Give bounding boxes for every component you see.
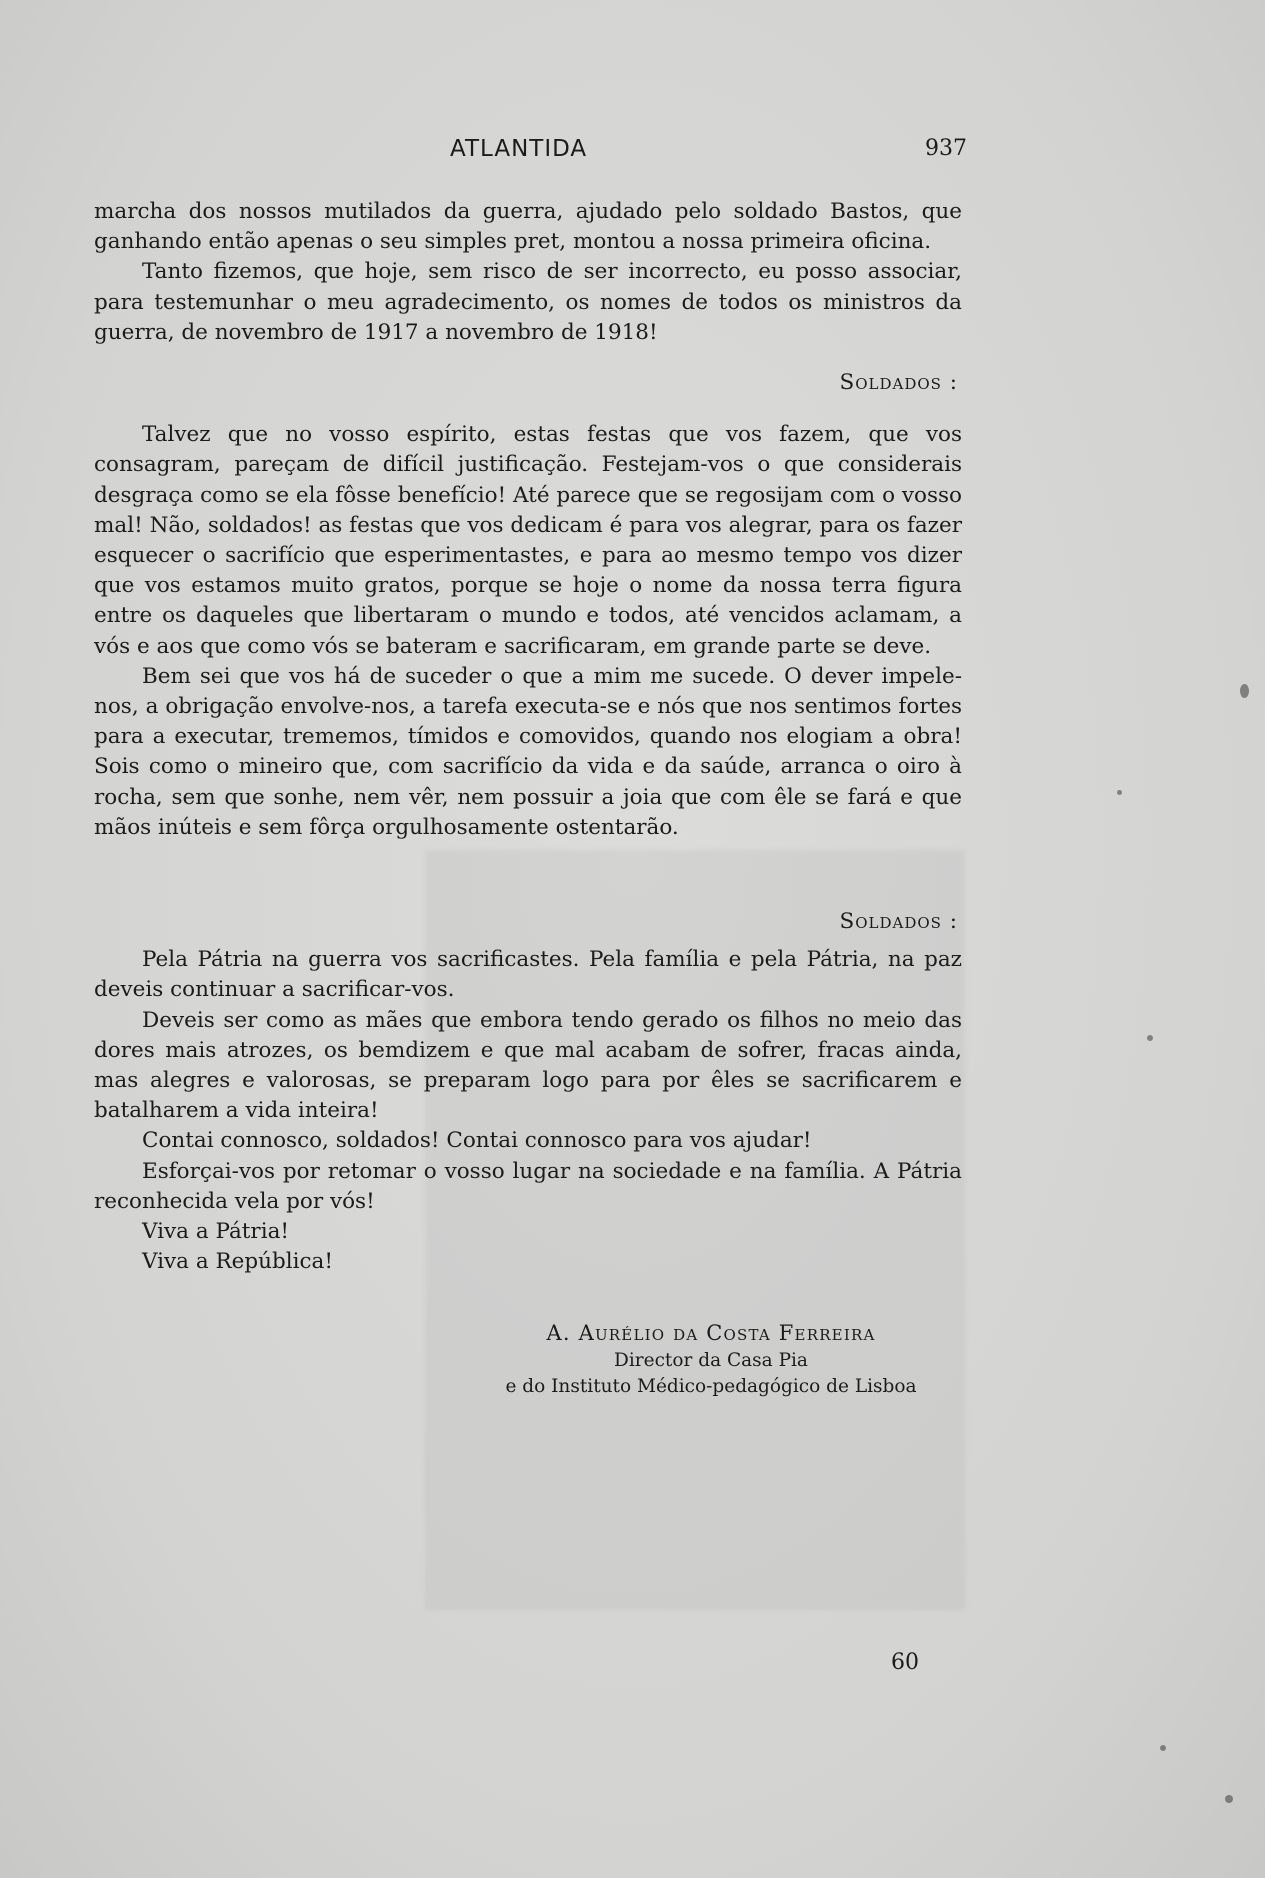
ink-spot: [1225, 1795, 1233, 1803]
running-title: ATLANTIDA: [450, 136, 588, 162]
article-body: [94, 197, 962, 1278]
paragraph-8: Esforçai-vos por retomar o vosso lugar na sociedade e na família. A Pátria reconhecida vela por vós!: [94, 1158, 962, 1214]
ink-spot: [1147, 1035, 1153, 1041]
page-header: [0, 136, 1265, 170]
paragraph-3: Talvez que no vosso espírito, estas festas que vos fazem, que vos consagram, pareçam de difícil justificação. Festejam-vos o que considerais desgraça como se ela fôsse benefício! Até parece que se regosijam com o vosso mal! Não, soldados! as festas que vos dedicam é para vos alegrar, para os fazer esquecer o sacrifício que esperimentastes, e para ao mesmo tempo vos dizer que vos estamos muito gratos, porque se hoje o nome da nossa terra figura entre os daqueles que libertaram o mundo e todos, até vencidos aclamam, a vós e aos que como vós se bateram e sacrificaram, em grande parte se deve.: [94, 422, 962, 659]
signature-name: A. Aurélio da Costa Ferreira: [546, 1321, 876, 1345]
salutation-soldiers-1: Soldados :: [839, 370, 958, 396]
signature-role-1: Director da Casa Pia: [614, 1350, 808, 1371]
page-number: 937: [925, 136, 967, 161]
paragraph-5: Pela Pátria na guerra vos sacrificastes. Pela família e pela Pátria, na paz deveis continuar a sacrificar-vos.: [94, 947, 962, 1003]
paragraph-1: marcha dos nossos mutilados da guerra, ajudado pelo soldado Bastos, que ganhando então apenas o seu simples pret, montou a nossa primeira oficina.: [94, 199, 962, 255]
closing-viva-patria: Viva a Pátria!: [142, 1219, 290, 1245]
paragraph-4: Bem sei que vos há de suceder o que a mim me sucede. O dever impele-nos, a obrigação envolve-nos, a tarefa executa-se e nós que nos sentimos fortes para a executar, trememos, tímidos e comovidos, quando nos elogiam a obra! Sois como o mineiro que, com sacrifício da vida e da saúde, arranca o oiro à rocha, sem que sonhe, nem vêr, nem possuir a joia que com êle se fará e que mãos inúteis e sem fôrça orgulhosamente ostentarão.: [94, 663, 962, 840]
closing-viva-republica: Viva a República!: [142, 1249, 334, 1275]
ink-spot: [1240, 684, 1249, 698]
signature-block: [480, 1318, 942, 1400]
paragraph-2: Tanto fizemos, que hoje, sem risco de ser incorrecto, eu posso associar, para testemunhar o meu agradecimento, os nomes de todos os ministros da guerra, de novembro de 1917 a novembro de 1918!: [94, 259, 962, 345]
paragraph-7: Contai connosco, soldados! Contai connosco para vos ajudar!: [142, 1128, 812, 1154]
sheet-number: 60: [891, 1650, 919, 1675]
signature-role-2: e do Instituto Médico-pedagógico de Lisboa: [505, 1376, 917, 1397]
paragraph-6: Deveis ser como as mães que embora tendo gerado os filhos no meio das dores mais atrozes, os bemdizem e que mal acabam de sofrer, fracas ainda, mas alegres e valorosas, se preparam logo para por êles se sacrificarem e batalharem a vida inteira!: [94, 1007, 962, 1124]
ink-spot: [1160, 1745, 1166, 1751]
salutation-soldiers-2: Soldados :: [839, 909, 958, 935]
ink-spot: [1117, 790, 1122, 795]
